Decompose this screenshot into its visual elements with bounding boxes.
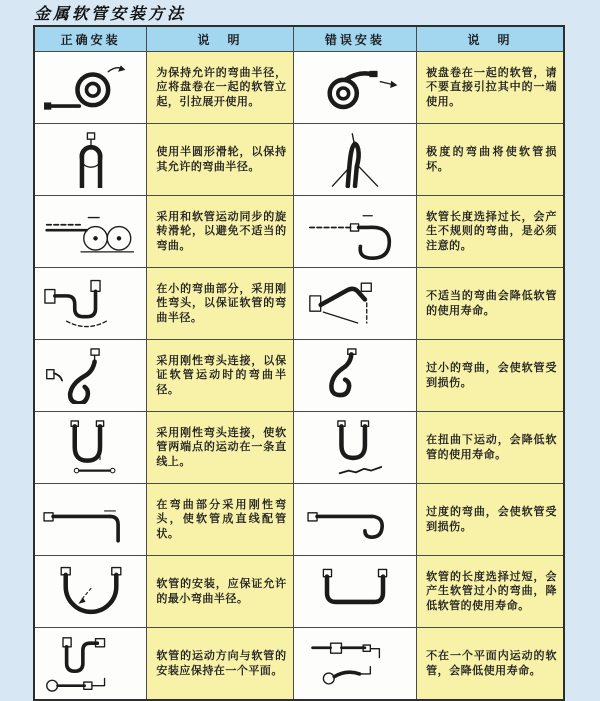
table-row xyxy=(34,628,564,701)
table-row xyxy=(34,484,564,556)
correct-image-cell xyxy=(34,628,147,701)
wrong-image-cell xyxy=(293,340,416,412)
extreme-bend-icon xyxy=(296,132,414,188)
correct-image-cell xyxy=(34,52,147,124)
correct-description: 采用和软管运动同步的旋转滑轮，以避免不适当的弯曲。 xyxy=(147,196,293,268)
wrong-image-cell xyxy=(293,412,416,484)
u-shape-straight-line-icon xyxy=(37,420,144,476)
same-plane-motion-icon xyxy=(37,636,144,692)
wrong-image-cell xyxy=(293,628,416,701)
excessive-bend-icon xyxy=(296,492,414,548)
correct-description: 采用刚性弯头连接，使软管两端点的运动在一条直线上。 xyxy=(147,412,293,484)
table-row xyxy=(34,556,564,628)
header-description-correct: 说 明 xyxy=(147,26,293,52)
improper-bend-icon xyxy=(296,276,414,332)
correct-image-cell xyxy=(34,484,147,556)
wrong-description: 过小的弯曲，会使软管受到损伤。 xyxy=(417,340,564,412)
synchronized-rollers-icon xyxy=(37,204,144,260)
wrong-description: 在扭曲下运动，会降低软管的使用寿命。 xyxy=(417,412,564,484)
wrong-description: 软管长度选择过长，会产生不规则的弯曲，是必须注意的。 xyxy=(417,196,564,268)
correct-image-cell xyxy=(34,268,147,340)
table-row xyxy=(34,340,564,412)
header-wrong-install: 错误安装 xyxy=(293,26,416,52)
wrong-image-cell xyxy=(293,556,416,628)
installation-table xyxy=(33,25,565,701)
correct-description: 软管的运动方向与软管的安装应保持在一个平面。 xyxy=(147,628,293,701)
wrong-description: 过度的弯曲，会使软管受到损伤。 xyxy=(417,484,564,556)
header-description-wrong: 说 明 xyxy=(417,26,564,52)
hose-too-short-icon xyxy=(296,564,414,620)
correct-image-cell xyxy=(34,124,147,196)
correct-description: 在弯曲部分采用刚性弯头，使软管成直线配管状。 xyxy=(147,484,293,556)
semicircular-pulley-icon xyxy=(37,132,144,188)
table-row xyxy=(34,52,564,124)
coiled-hose-pulled-icon xyxy=(296,60,414,116)
rigid-elbow-connection-icon xyxy=(37,348,144,404)
hose-too-long-icon xyxy=(296,204,414,260)
twisted-motion-icon xyxy=(296,420,414,476)
header-correct-install: 正确安装 xyxy=(34,26,147,52)
table-row xyxy=(34,124,564,196)
correct-description: 采用刚性弯头连接，以保证软管运动时的弯曲半径。 xyxy=(147,340,293,412)
header-row xyxy=(34,26,564,52)
straight-line-piping-icon xyxy=(37,492,144,548)
correct-description: 软管的安装，应保证允许的最小弯曲半径。 xyxy=(147,556,293,628)
table-row xyxy=(34,196,564,268)
table-row xyxy=(34,412,564,484)
bend-too-small-icon xyxy=(296,348,414,404)
correct-description: 为保持允许的弯曲半径，应将盘卷在一起的软管立起，引拉展开使用。 xyxy=(147,52,293,124)
correct-image-cell xyxy=(34,196,147,268)
correct-image-cell xyxy=(34,340,147,412)
wrong-description: 不适当的弯曲会降低软管的使用寿命。 xyxy=(417,268,564,340)
correct-image-cell xyxy=(34,556,147,628)
wrong-image-cell xyxy=(293,484,416,556)
wrong-image-cell xyxy=(293,52,416,124)
correct-image-cell xyxy=(34,412,147,484)
table-body xyxy=(34,52,564,701)
rigid-elbow-small-bend-icon xyxy=(37,276,144,332)
coiled-hose-upright-icon xyxy=(37,60,144,116)
wrong-description: 被盘卷在一起的软管，请不要直接引拉其中的一端使用。 xyxy=(417,52,564,124)
wrong-description: 极度的弯曲将使软管损坏。 xyxy=(417,124,564,196)
wrong-description: 软管的长度选择过短，会产生软管过小的弯曲，降低软管的使用寿命。 xyxy=(417,556,564,628)
min-bend-radius-icon xyxy=(37,564,144,620)
wrong-image-cell xyxy=(293,196,416,268)
correct-description: 在小的弯曲部分，采用刚性弯头，以保证软管的弯曲半径。 xyxy=(147,268,293,340)
wrong-description: 不在一个平面内运动的软管，会降低使用寿命。 xyxy=(417,628,564,701)
wrong-image-cell xyxy=(293,268,416,340)
table-row xyxy=(34,268,564,340)
correct-description: 使用半圆形滑轮，以保持其允许的弯曲半径。 xyxy=(147,124,293,196)
out-of-plane-icon xyxy=(296,636,414,692)
wrong-image-cell xyxy=(293,124,416,196)
page-title: 金属软管安装方法 xyxy=(34,4,187,23)
